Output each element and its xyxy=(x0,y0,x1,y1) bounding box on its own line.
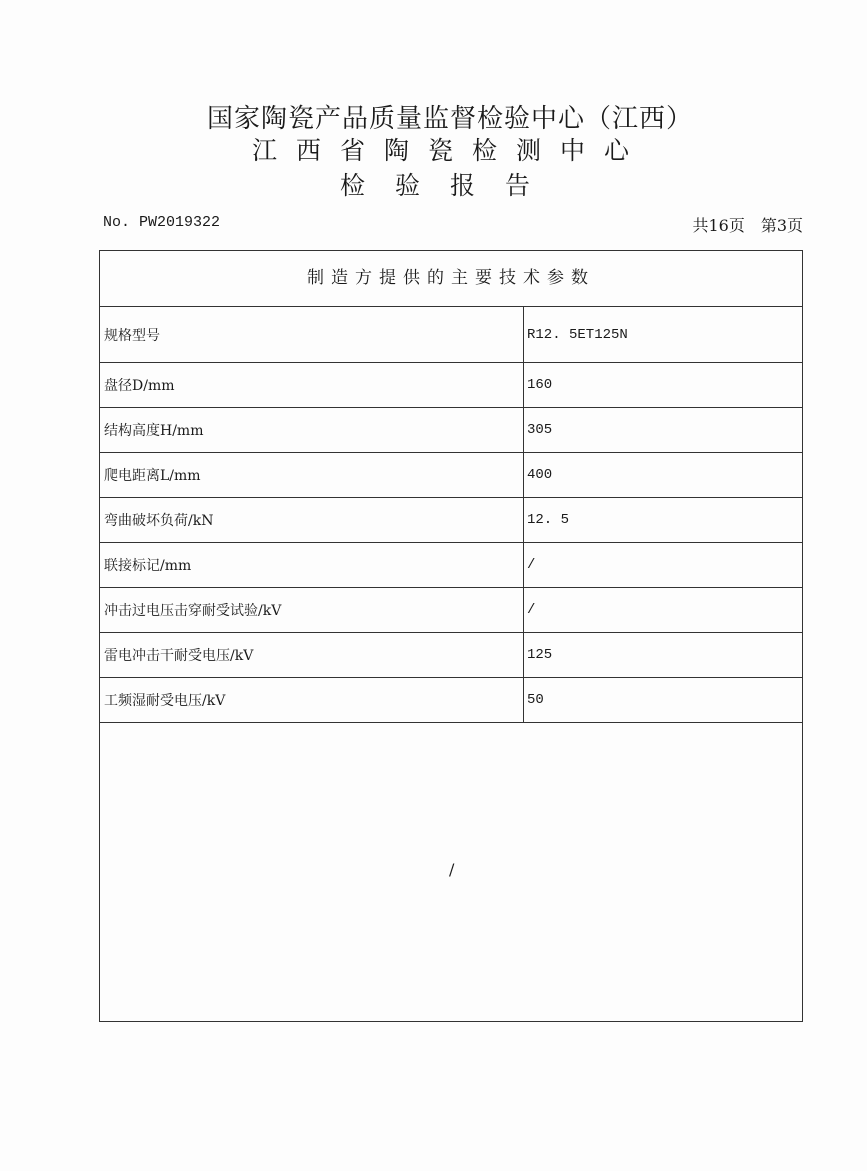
table-row xyxy=(100,363,802,408)
param-label: 冲击过电压击穿耐受试验/kV xyxy=(100,588,524,632)
param-label: 爬电距离L/mm xyxy=(100,453,524,497)
institution-title: 国家陶瓷产品质量监督检验中心（江西） xyxy=(206,104,693,134)
table-row xyxy=(100,588,802,633)
blank-mark: / xyxy=(449,860,455,879)
param-value: 125 xyxy=(527,647,553,663)
parameters-table xyxy=(99,250,803,1022)
page-info: 共16页 第3页 xyxy=(692,216,803,235)
param-value: 400 xyxy=(527,467,553,483)
table-title: 制造方提供的主要技术参数 xyxy=(100,251,802,307)
param-label: 盘径D/mm xyxy=(100,363,524,407)
param-value: 305 xyxy=(527,422,553,438)
param-value: R12. 5ET125N xyxy=(527,326,628,343)
table-row xyxy=(100,307,802,363)
param-label: 雷电冲击干耐受电压/kV xyxy=(100,633,524,677)
param-value: 12. 5 xyxy=(527,512,570,528)
param-label: 规格型号 xyxy=(100,307,524,362)
param-value: / xyxy=(527,557,536,573)
param-label: 弯曲破坏负荷/kN xyxy=(100,498,524,542)
report-number: No. PW2019322 xyxy=(103,214,221,231)
table-row xyxy=(100,543,802,588)
table-row xyxy=(100,633,802,678)
table-row xyxy=(100,498,802,543)
param-label: 结构高度H/mm xyxy=(100,408,524,452)
param-label: 联接标记/mm xyxy=(100,543,524,587)
table-row xyxy=(100,408,802,453)
report-title: 检验报告 xyxy=(339,171,560,200)
param-value: / xyxy=(527,602,536,618)
param-value: 50 xyxy=(527,692,544,708)
param-label: 工频湿耐受电压/kV xyxy=(100,678,524,722)
table-row xyxy=(100,678,802,723)
center-title: 江西省陶瓷检测中心 xyxy=(251,136,648,165)
table-row xyxy=(100,453,802,498)
param-value: 160 xyxy=(527,377,553,393)
